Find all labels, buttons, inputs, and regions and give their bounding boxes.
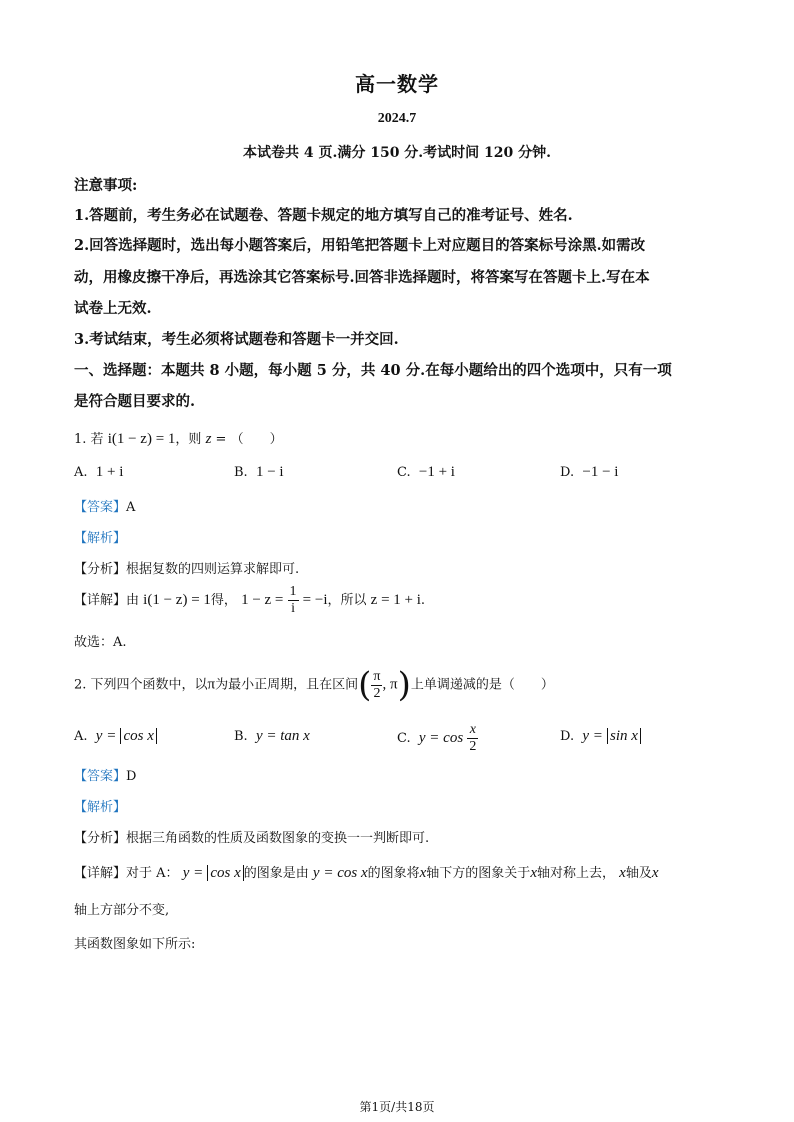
option-a-value: 1 + i <box>95 464 124 480</box>
question-1-variable: z <box>205 431 212 447</box>
fenxi-text: 根据复数的四则运算求解即可. <box>126 562 300 577</box>
question-1-option-c <box>397 464 455 481</box>
section-heading-line-2: 是符合题目要求的. <box>74 393 196 410</box>
notice-item-2-line-2: 动，用橡皮擦干净后，再选涂其它答案标号.回答非选择题时，将答案写在答题卡上.写在本 <box>74 269 650 286</box>
detail-expression: y = cos x <box>312 865 368 881</box>
option-c-fraction <box>467 722 478 755</box>
question-2-option-b <box>234 728 310 745</box>
fraction-denominator: 2 <box>373 685 381 701</box>
question-2-option-a <box>74 728 157 745</box>
option-d-value: −1 − i <box>582 464 619 480</box>
detail-variable: x <box>419 865 427 881</box>
detail-expression: z = 1 + i <box>370 592 421 608</box>
option-c-lhs: y = cos <box>418 730 464 746</box>
question-2-detail-line-3: 其函数图象如下所示: <box>74 937 196 952</box>
notice-item-3: 3.考试结束，考生必须将试题卷和答题卡一并交回. <box>74 331 399 348</box>
detail-text: 对于 A： <box>126 866 179 881</box>
question-1-option-b <box>234 464 284 481</box>
question-2-stem <box>74 665 554 705</box>
question-2-detail <box>74 862 659 882</box>
interval-end: , π <box>382 676 398 693</box>
question-2-detail-line-2: 轴上方部分不变, <box>74 903 170 918</box>
answer-tag: 【答案】 <box>74 769 127 784</box>
fenxi-tag: 【分析】 <box>74 562 127 577</box>
fraction <box>288 584 299 617</box>
exam-info: 本试卷共 4 页.满分 150 分.考试时间 120 分钟. <box>242 145 552 161</box>
detail-text: . <box>420 593 426 608</box>
document-title: 高一数学 <box>355 72 439 96</box>
answer-value: D <box>126 769 137 784</box>
detail-tag: 【详解】 <box>74 593 127 608</box>
fraction-numerator: 1 <box>289 584 297 599</box>
detail-text: 的图象是由 <box>243 866 309 881</box>
question-2-text: 2. 下列四个函数中，以 <box>74 677 208 693</box>
option-d-abs: sin x <box>607 728 641 744</box>
answer-tag: 【答案】 <box>74 500 127 515</box>
question-2-text: 为最小正周期，且在区间 <box>215 677 359 693</box>
interval-right-paren: ) <box>397 665 411 705</box>
detail-tag: 【详解】 <box>74 866 127 881</box>
question-1-answer <box>74 496 135 515</box>
interval-fraction <box>371 669 382 702</box>
detail-text: ，所以 <box>327 593 367 608</box>
detail-abs: cos x <box>207 865 243 881</box>
section-heading-line-1: 一、选择题：本题共 8 小题，每小题 5 分，共 40 分.在每小题给出的四个选项中，只有一项 <box>74 362 672 379</box>
detail-expression: = −i <box>302 592 328 608</box>
answer-value: A <box>126 500 136 515</box>
option-b-label: B. <box>234 729 248 744</box>
question-2-option-d <box>560 728 641 745</box>
detail-variable: x <box>530 865 537 881</box>
question-1-option-a <box>74 464 123 481</box>
detail-text: 得， <box>210 593 237 608</box>
option-d-lhs: y = <box>582 728 603 744</box>
fraction-denominator: i <box>291 601 295 616</box>
detail-text: 轴下方的图象关于 <box>426 866 531 881</box>
interval-left-paren: ( <box>358 665 372 705</box>
option-a-abs: cos x <box>120 728 156 744</box>
option-b-value: y = tan x <box>255 728 310 744</box>
question-1-option-d <box>560 464 618 481</box>
notice-item-2-line-1: 2.回答选择题时，选出每小题答案后，用铅笔把答题卡上对应题目的答案标号涂黑.如需改 <box>74 237 646 254</box>
question-1-connector: ，则 <box>175 432 202 447</box>
fraction-denominator: 2 <box>469 739 477 754</box>
detail-text: 轴及 <box>625 866 652 881</box>
question-2-text: 上单调递减的是（ ） <box>410 677 554 693</box>
question-2-pi: π <box>207 676 216 693</box>
detail-expression: i(1 − z) = 1 <box>143 592 211 608</box>
fraction-numerator: π <box>373 668 381 684</box>
option-a-label: A. <box>74 465 88 480</box>
question-1-stem <box>74 428 283 448</box>
question-1-conclusion: 故选：A. <box>74 635 127 650</box>
option-b-value: 1 − i <box>255 464 284 480</box>
question-2-analysis-tag: 【解析】 <box>74 800 127 815</box>
option-c-label: C. <box>397 465 411 480</box>
question-1-fenxi <box>74 558 299 577</box>
detail-expression: 1 − z = <box>241 592 284 608</box>
question-2-answer <box>74 765 136 784</box>
detail-variable: x <box>619 865 626 881</box>
option-c-label: C. <box>397 731 411 746</box>
page-number: 第1页/共18页 <box>359 1100 435 1114</box>
fenxi-text: 根据三角函数的性质及函数图象的变换一一判断即可. <box>126 831 430 846</box>
question-1-blank: = （ ） <box>211 432 283 447</box>
question-1-number: 1. 若 <box>74 432 104 447</box>
question-1-condition: i(1 − z) = 1 <box>107 431 176 447</box>
option-b-label: B. <box>234 465 248 480</box>
option-a-lhs: y = <box>95 728 117 744</box>
option-a-label: A. <box>74 729 88 744</box>
exam-date: 2024.7 <box>377 111 417 126</box>
question-2-option-c <box>397 722 478 755</box>
detail-text: 轴对称上去， <box>536 866 615 881</box>
question-2-fenxi <box>74 827 429 846</box>
detail-text: 的图象将 <box>367 866 420 881</box>
fenxi-tag: 【分析】 <box>74 831 127 846</box>
notice-item-2-line-3: 试卷上无效. <box>74 300 152 317</box>
question-1-analysis-tag: 【解析】 <box>74 531 127 546</box>
detail-variable: x <box>651 865 659 881</box>
detail-expression: y = <box>182 865 204 881</box>
notice-heading: 注意事项: <box>74 177 138 194</box>
fraction-numerator: x <box>467 722 478 739</box>
option-d-label: D. <box>560 729 575 744</box>
detail-text: 由 <box>126 593 140 608</box>
notice-item-1: 1.答题前，考生务必在试题卷、答题卡规定的地方填写自己的准考证号、姓名. <box>74 207 573 224</box>
option-d-label: D. <box>560 465 575 480</box>
question-1-detail <box>74 584 425 617</box>
option-c-value: −1 + i <box>418 464 455 480</box>
